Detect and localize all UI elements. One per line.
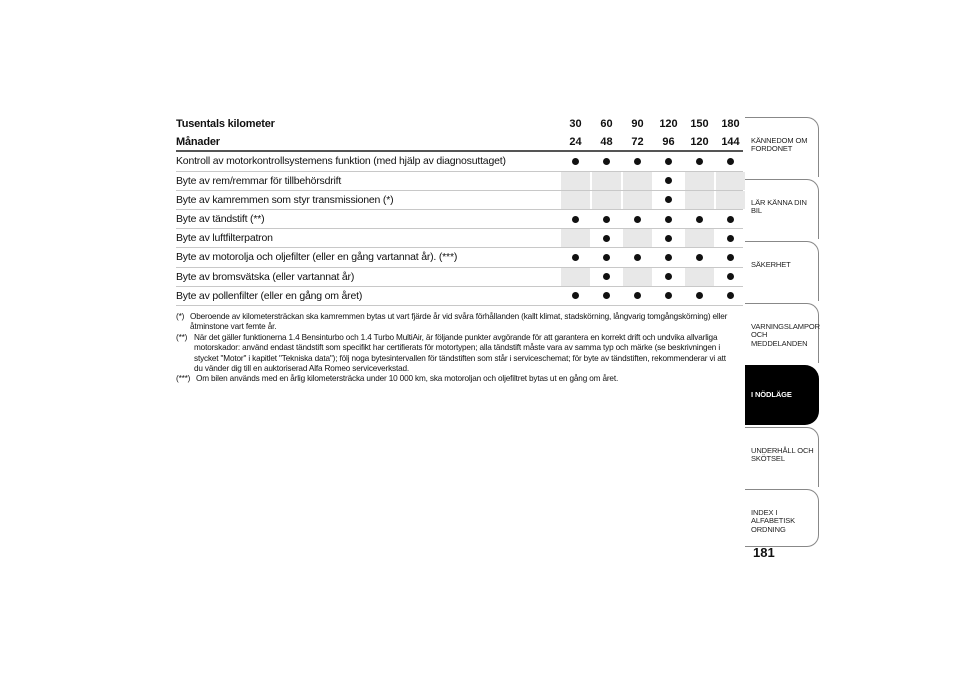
task-row bbox=[176, 172, 743, 191]
km-values bbox=[557, 114, 745, 133]
task-cells bbox=[557, 152, 745, 170]
service-dot bbox=[654, 172, 683, 190]
service-dot bbox=[592, 229, 621, 247]
service-dot bbox=[623, 248, 652, 266]
service-dot bbox=[685, 287, 714, 305]
task-row bbox=[176, 229, 743, 248]
task-cells bbox=[557, 268, 745, 286]
service-dot bbox=[623, 152, 652, 170]
task-label: Byte av motorolja och oljefilter (eller en gång vartannat år). (***) bbox=[176, 251, 458, 264]
empty-cell bbox=[592, 191, 621, 209]
km-header-row bbox=[176, 114, 743, 133]
empty-cell bbox=[623, 229, 652, 247]
service-dot bbox=[685, 210, 714, 228]
empty-cell bbox=[561, 191, 590, 209]
service-dot bbox=[592, 210, 621, 228]
footnote bbox=[176, 374, 736, 384]
months-value: 120 bbox=[690, 135, 709, 148]
footnote bbox=[176, 312, 736, 333]
months-value: 72 bbox=[631, 135, 644, 148]
km-value: 30 bbox=[569, 117, 582, 130]
maintenance-schedule-table bbox=[176, 114, 743, 306]
task-cells bbox=[557, 248, 745, 266]
service-dot bbox=[716, 287, 745, 305]
months-value: 96 bbox=[662, 135, 675, 148]
task-label: Kontroll av motorkontrollsystemens funktion (med hjälp av diagnosuttaget) bbox=[176, 155, 506, 168]
task-label: Byte av kamremmen som styr transmissionen (*) bbox=[176, 193, 394, 206]
page-number: 181 bbox=[753, 545, 775, 560]
empty-cell bbox=[685, 172, 714, 190]
service-dot bbox=[654, 268, 683, 286]
service-dot bbox=[716, 152, 745, 170]
months-value: 144 bbox=[721, 135, 740, 148]
footnotes bbox=[176, 312, 736, 385]
nav-tab-i-nodlage[interactable]: I NÖDLÄGE bbox=[745, 365, 819, 425]
footnote-mark: (**) bbox=[176, 332, 188, 342]
service-dot bbox=[592, 152, 621, 170]
service-dot bbox=[623, 287, 652, 305]
footnote-mark: (***) bbox=[176, 374, 191, 384]
km-header-label: Tusentals kilometer bbox=[176, 117, 275, 130]
km-value: 150 bbox=[690, 117, 709, 130]
service-dot bbox=[654, 152, 683, 170]
km-value: 90 bbox=[631, 117, 644, 130]
service-dot bbox=[654, 248, 683, 266]
nav-tab-lar-kanna[interactable]: LÄR KÄNNA DIN BIL bbox=[745, 179, 819, 239]
task-label: Byte av pollenfilter (eller en gång om året) bbox=[176, 289, 363, 302]
task-label: Byte av tändstift (**) bbox=[176, 213, 265, 226]
empty-cell bbox=[623, 191, 652, 209]
task-cells bbox=[557, 229, 745, 247]
footnote-text: När det gäller funktionerna 1.4 Bensinturbo och 1.4 Turbo MultiAir, är följande punkter avgörande för att garantera en korrekt drift och undvika allvarliga motorskador: använd endast tändstift som specifikt har certifierats för motortypen; alla tändstift måste vara av samma typ och märke (se beskrivningen i stycket "Motor" i kapitlet "Tekniska data"); följ noga bytesintervallen för tändstiften som står i serviceschemat; för byte av tändstiften, rekommenderar vi att du vänder dig till en auktoriserad Alfa Romeo serviceverkstad. bbox=[194, 332, 726, 374]
nav-tab-kannedom[interactable]: KÄNNEDOM OM FORDONET bbox=[745, 117, 819, 177]
months-value: 24 bbox=[569, 135, 582, 148]
task-row bbox=[176, 287, 743, 306]
empty-cell bbox=[716, 191, 745, 209]
km-value: 180 bbox=[721, 117, 740, 130]
service-dot bbox=[716, 268, 745, 286]
task-cells bbox=[557, 191, 745, 209]
task-cells bbox=[557, 210, 745, 228]
months-value: 48 bbox=[600, 135, 613, 148]
service-dot bbox=[561, 152, 590, 170]
footnote bbox=[176, 333, 736, 375]
service-dot bbox=[592, 287, 621, 305]
footnote-mark: (*) bbox=[176, 312, 185, 321]
task-row bbox=[176, 210, 743, 229]
km-value: 120 bbox=[659, 117, 678, 130]
service-dot bbox=[685, 248, 714, 266]
service-dot bbox=[561, 248, 590, 266]
empty-cell bbox=[561, 268, 590, 286]
task-cells bbox=[557, 287, 745, 305]
service-dot bbox=[654, 229, 683, 247]
months-values bbox=[557, 133, 745, 150]
service-dot bbox=[592, 268, 621, 286]
empty-cell bbox=[561, 172, 590, 190]
service-dot bbox=[716, 229, 745, 247]
service-dot bbox=[654, 287, 683, 305]
task-row bbox=[176, 191, 743, 210]
empty-cell bbox=[561, 229, 590, 247]
task-rows bbox=[176, 152, 743, 306]
empty-cell bbox=[685, 268, 714, 286]
task-label: Byte av rem/remmar för tillbehörsdrift bbox=[176, 174, 342, 187]
task-row bbox=[176, 152, 743, 171]
task-label: Byte av luftfilterpatron bbox=[176, 232, 273, 245]
nav-tab-sakerhet[interactable]: SÄKERHET bbox=[745, 241, 819, 301]
empty-cell bbox=[623, 172, 652, 190]
service-dot bbox=[716, 210, 745, 228]
service-dot bbox=[623, 210, 652, 228]
task-row bbox=[176, 248, 743, 267]
empty-cell bbox=[623, 268, 652, 286]
months-header-row bbox=[176, 133, 743, 152]
nav-tab-underhall[interactable]: UNDERHÅLL OCH SKÖTSEL bbox=[745, 427, 819, 487]
months-header-label: Månader bbox=[176, 135, 220, 148]
service-dot bbox=[685, 152, 714, 170]
km-value: 60 bbox=[600, 117, 613, 130]
chapter-nav bbox=[745, 117, 819, 549]
service-dot bbox=[592, 248, 621, 266]
service-dot bbox=[561, 210, 590, 228]
empty-cell bbox=[685, 229, 714, 247]
footnote-text: Oberoende av kilometersträckan ska kamremmen bytas ut vart fjärde år vid svåra förhållanden (kallt klimat, stadskörning, långvarig tomgångskörning) eller åtminstone vart femte år. bbox=[190, 312, 728, 332]
service-dot bbox=[716, 248, 745, 266]
nav-tab-index[interactable]: INDEX I ALFABETISK ORDNING bbox=[745, 489, 819, 547]
service-dot bbox=[654, 191, 683, 209]
task-cells bbox=[557, 172, 745, 190]
task-label: Byte av bromsvätska (eller vartannat år) bbox=[176, 270, 355, 283]
nav-tab-varningslampor[interactable]: VARNINGSLAMPOR OCH MEDDELANDEN bbox=[745, 303, 819, 363]
service-dot bbox=[561, 287, 590, 305]
empty-cell bbox=[685, 191, 714, 209]
footnote-text: Om bilen används med en årlig kilometersträcka under 10 000 km, ska motoroljan och oljefiltret bytas ut en gång om året. bbox=[196, 374, 619, 384]
service-dot bbox=[654, 210, 683, 228]
task-row bbox=[176, 268, 743, 287]
empty-cell bbox=[592, 172, 621, 190]
empty-cell bbox=[716, 172, 745, 190]
